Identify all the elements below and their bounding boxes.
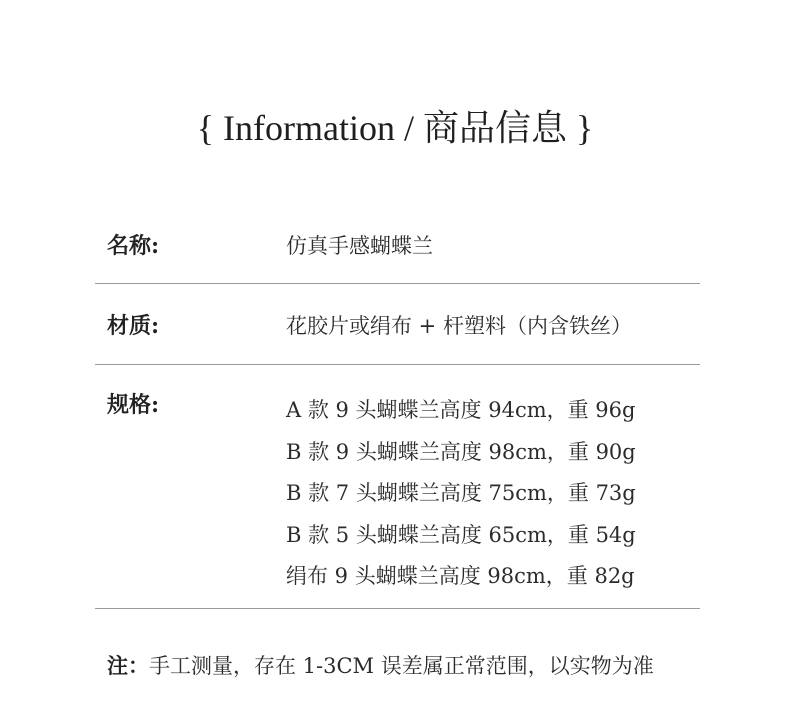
spec-item-a9: A 款 9 头蝴蝶兰高度 94cm，重 96g	[286, 398, 636, 422]
divider-3	[95, 608, 700, 609]
spec-item-b5: B 款 5 头蝴蝶兰高度 65cm，重 54g	[286, 522, 636, 547]
divider-2	[95, 364, 700, 365]
spec-item-b7: B 款 7 头蝴蝶兰高度 75cm，重 73g	[286, 481, 636, 505]
name-label: 名称:	[107, 233, 160, 259]
material-value: 花胶片或绢布 + 杆塑料（内含铁丝）	[286, 314, 632, 338]
spec-label: 规格:	[107, 392, 160, 418]
note-text: 手工测量，存在 1-3CM 误差属正常范围，以实物为准	[149, 654, 654, 678]
page-title: { Information / 商品信息 }	[196, 108, 594, 148]
spec-item-b9: B 款 9 头蝴蝶兰高度 98cm，重 90g	[286, 439, 636, 464]
note-label: 注：	[107, 653, 149, 678]
note	[107, 651, 654, 681]
spec-item-silk9: 绢布 9 头蝴蝶兰高度 98cm，重 82g	[286, 564, 635, 588]
spec-list	[286, 390, 636, 598]
divider-1	[95, 283, 700, 284]
name-value: 仿真手感蝴蝶兰	[286, 234, 433, 258]
material-label: 材质:	[107, 313, 160, 339]
